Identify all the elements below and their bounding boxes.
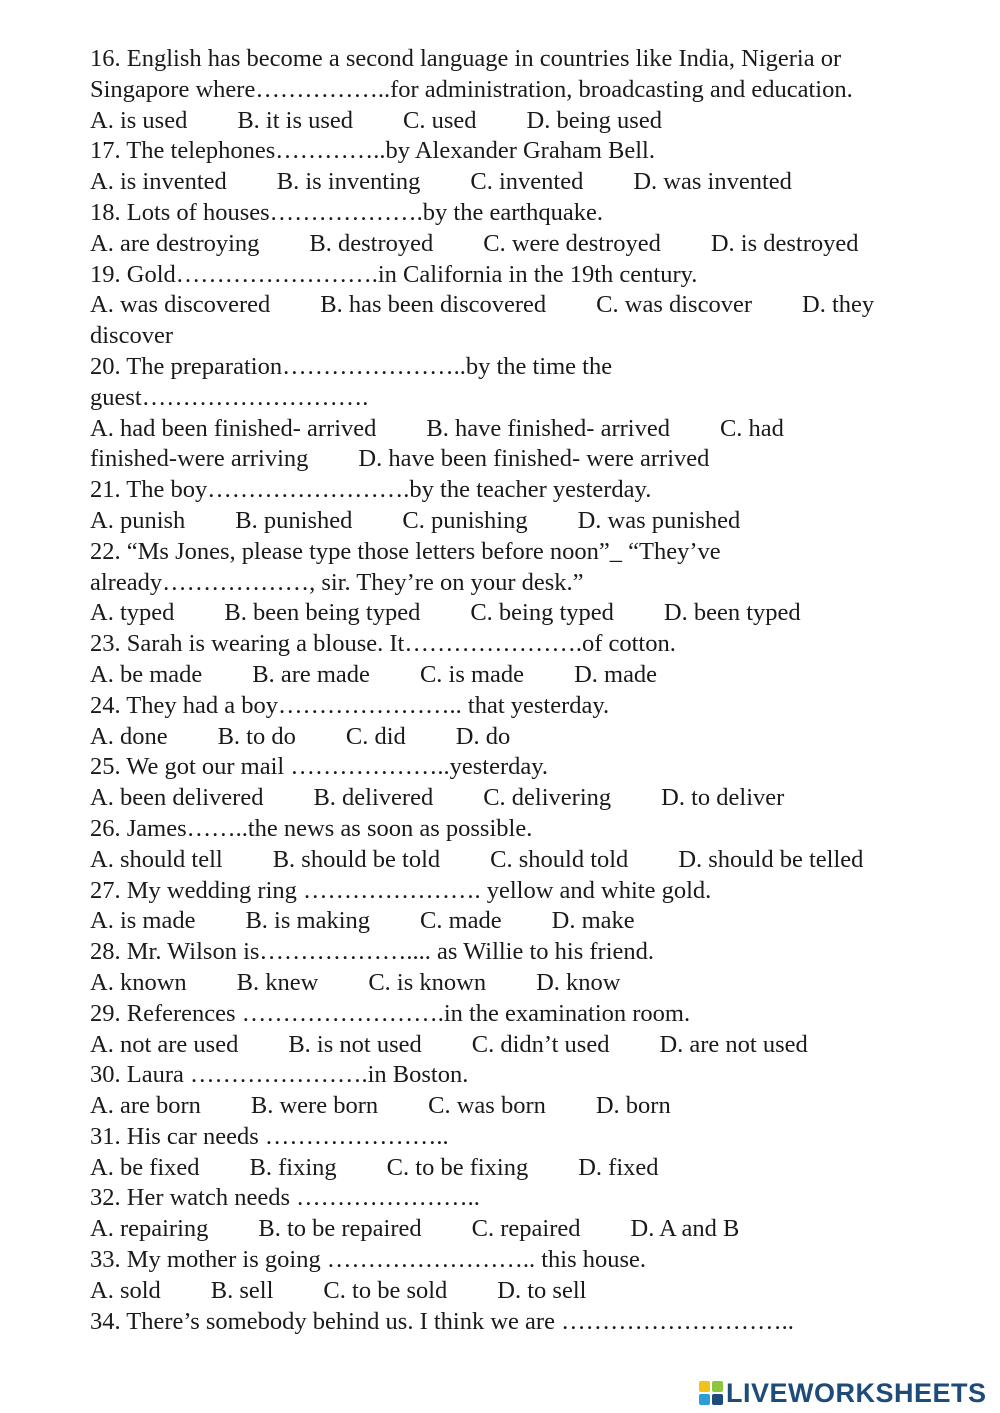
liveworksheets-logo bbox=[698, 1378, 987, 1408]
brand-name: LIVEWORKSHEETS bbox=[726, 1377, 987, 1408]
answer-option: D. are not used bbox=[659, 1030, 808, 1058]
question-line: 32. Her watch needs ………………….. bbox=[90, 1184, 480, 1212]
answer-options bbox=[90, 290, 970, 321]
question-line: 27. My wedding ring …………………. yellow and white gold. bbox=[90, 876, 712, 904]
answer-options bbox=[90, 722, 970, 753]
question-line: 29. References …………………….in the examination room. bbox=[90, 999, 691, 1027]
answer-option: D. should be telled bbox=[678, 845, 864, 873]
answer-option: A. repairing bbox=[90, 1215, 209, 1243]
answer-option: A. been delivered bbox=[90, 784, 264, 812]
answer-options bbox=[90, 414, 970, 445]
answer-options bbox=[90, 229, 970, 260]
answer-options bbox=[90, 660, 970, 691]
answer-option: A. is used bbox=[90, 106, 188, 134]
question-line: guest………………………. bbox=[90, 383, 369, 411]
answer-option: D. they bbox=[802, 291, 875, 319]
question-line: 22. “Ms Jones, please type those letters before noon”_ “They’ve bbox=[90, 537, 721, 565]
answer-option: D. been typed bbox=[663, 599, 801, 627]
answer-option: C. didn’t used bbox=[471, 1030, 610, 1058]
answer-option: C. being typed bbox=[470, 599, 614, 627]
answer-option: A. sold bbox=[90, 1276, 161, 1304]
answer-option: C. were destroyed bbox=[483, 229, 661, 257]
answer-option: A. not are used bbox=[90, 1030, 239, 1058]
question-line: 21. The boy…………………….by the teacher yesterday. bbox=[90, 476, 652, 504]
answer-option: A. punish bbox=[90, 506, 186, 534]
answer-option: B. to do bbox=[217, 722, 296, 750]
answer-option: A. known bbox=[90, 968, 187, 996]
answer-option: D. to deliver bbox=[661, 784, 785, 812]
answer-options bbox=[90, 1214, 970, 1245]
worksheet bbox=[90, 44, 970, 1337]
answer-option: B. to be repaired bbox=[258, 1215, 422, 1243]
answer-option: B. punished bbox=[235, 506, 353, 534]
answer-option: D. know bbox=[536, 968, 621, 996]
question-line: already………………, sir. They’re on your desk.” bbox=[90, 568, 584, 596]
answer-option: C. did bbox=[345, 722, 406, 750]
answer-options bbox=[90, 783, 970, 814]
answer-option: B. has been discovered bbox=[320, 291, 547, 319]
question-line: 24. They had a boy………………….. that yesterday. bbox=[90, 691, 610, 719]
answer-options bbox=[90, 167, 970, 198]
answer-option: C. punishing bbox=[402, 506, 528, 534]
answer-option: B. have finished- arrived bbox=[426, 414, 670, 442]
question-line: 28. Mr. Wilson is……………….... as Willie to his friend. bbox=[90, 938, 655, 966]
answer-option: A. should tell bbox=[90, 845, 223, 873]
answer-option: C. should told bbox=[490, 845, 629, 873]
answer-option: C. is made bbox=[419, 660, 525, 688]
answer-option: C. delivering bbox=[483, 784, 612, 812]
answer-option: D. is destroyed bbox=[710, 229, 859, 257]
answer-option: B. sell bbox=[210, 1276, 274, 1304]
question-line: 33. My mother is going …………………….. this house. bbox=[90, 1246, 647, 1274]
answer-option: B. destroyed bbox=[309, 229, 434, 257]
answer-option: B. been being typed bbox=[224, 599, 421, 627]
answer-option: C. was born bbox=[428, 1092, 546, 1120]
question-line: discover bbox=[90, 322, 173, 350]
answer-option: D. make bbox=[551, 907, 635, 935]
question-line: 17. The telephones…………..by Alexander Graham Bell. bbox=[90, 137, 655, 165]
answer-option: B. should be told bbox=[272, 845, 441, 873]
answer-option: finished-were arriving bbox=[90, 445, 309, 473]
answer-option: A. be made bbox=[90, 660, 203, 688]
answer-option: C. invented bbox=[470, 168, 584, 196]
answer-option: A. typed bbox=[90, 599, 175, 627]
answer-option: C. to be sold bbox=[323, 1276, 448, 1304]
answer-options bbox=[90, 1091, 970, 1122]
answer-option: C. was discover bbox=[596, 291, 752, 319]
answer-options bbox=[90, 845, 970, 876]
question-line: 20. The preparation…………………..by the time the bbox=[90, 352, 613, 380]
answer-option: D. do bbox=[455, 722, 511, 750]
answer-option: A. was discovered bbox=[90, 291, 271, 319]
answer-options bbox=[90, 1030, 970, 1061]
question-line: 34. There’s somebody behind us. I think we are ……………………….. bbox=[90, 1307, 794, 1335]
answer-option: D. fixed bbox=[578, 1153, 659, 1181]
answer-options bbox=[90, 106, 970, 137]
answer-option: C. made bbox=[420, 907, 502, 935]
answer-option: B. is not used bbox=[288, 1030, 422, 1058]
question-line: 23. Sarah is wearing a blouse. It………………….of cotton. bbox=[90, 630, 676, 658]
answer-option: B. are made bbox=[252, 660, 370, 688]
answer-option: B. delivered bbox=[313, 784, 434, 812]
question-line: Singapore where……………..for administration, broadcasting and education. bbox=[90, 75, 853, 103]
answer-option: D. A and B bbox=[630, 1215, 740, 1243]
answer-options bbox=[90, 906, 970, 937]
answer-options bbox=[90, 968, 970, 999]
answer-option: A. is invented bbox=[90, 168, 227, 196]
question-line: 31. His car needs ………………….. bbox=[90, 1122, 449, 1150]
liveworksheets-icon bbox=[698, 1380, 724, 1406]
question-line: 26. James……..the news as soon as possible. bbox=[90, 814, 533, 842]
answer-option: D. have been finished- were arrived bbox=[358, 445, 710, 473]
answer-option: C. repaired bbox=[471, 1215, 581, 1243]
answer-option: A. are born bbox=[90, 1092, 201, 1120]
answer-option: C. to be fixing bbox=[386, 1153, 529, 1181]
answer-option: D. was invented bbox=[633, 168, 792, 196]
question-line: 19. Gold…………………….in California in the 19th century. bbox=[90, 260, 698, 288]
question-line: 18. Lots of houses……………….by the earthquake. bbox=[90, 198, 604, 226]
answer-option: B. is inventing bbox=[276, 168, 421, 196]
answer-option: B. were born bbox=[250, 1092, 379, 1120]
answer-option: C. is known bbox=[368, 968, 487, 996]
answer-option: A. be fixed bbox=[90, 1153, 200, 1181]
answer-option: B. knew bbox=[236, 968, 319, 996]
answer-option: C. used bbox=[403, 106, 477, 134]
answer-option: D. to sell bbox=[497, 1276, 587, 1304]
answer-option: D. being used bbox=[526, 106, 662, 134]
answer-option: B. is making bbox=[245, 907, 371, 935]
question-line: 25. We got our mail ………………..yesterday. bbox=[90, 753, 549, 781]
answer-option: B. it is used bbox=[237, 106, 354, 134]
answer-option: A. had been finished- arrived bbox=[90, 414, 377, 442]
answer-options bbox=[90, 506, 970, 537]
answer-options bbox=[90, 598, 970, 629]
question-line: 16. English has become a second language in countries like India, Nigeria or bbox=[90, 45, 842, 72]
answer-option: D. born bbox=[595, 1092, 671, 1120]
question-line: 30. Laura ………………….in Boston. bbox=[90, 1061, 469, 1089]
answer-option: C. had bbox=[719, 414, 784, 442]
answer-option: D. was punished bbox=[577, 506, 741, 534]
answer-option: B. fixing bbox=[249, 1153, 337, 1181]
answer-option: A. are destroying bbox=[90, 229, 260, 257]
answer-option: D. made bbox=[574, 660, 658, 688]
answer-options bbox=[90, 444, 970, 475]
answer-option: A. is made bbox=[90, 907, 196, 935]
answer-options bbox=[90, 1276, 970, 1307]
answer-options bbox=[90, 1153, 970, 1184]
answer-option: A. done bbox=[90, 722, 168, 750]
